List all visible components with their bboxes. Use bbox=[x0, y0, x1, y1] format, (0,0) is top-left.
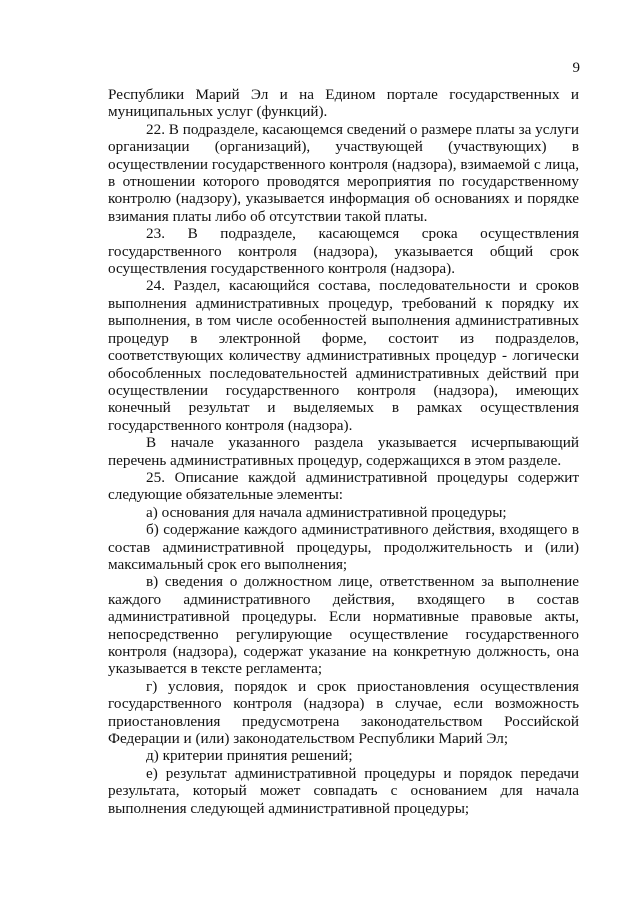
list-item-d: д) критерии принятия решений; bbox=[146, 747, 353, 765]
paragraph-item-22: 22. В подразделе, касающемся сведений о размере платы за услуги организации (организаций), участвующей (участвующих) в осуществлении государственного контроля (надзора), взимаемой с лица, в отношении которого проводятся мероприятия по государственному контролю (надзору), указывается информация об основаниях и порядке взимания платы либо об отсутствии такой платы. bbox=[108, 120, 579, 225]
paragraph-item-24: 24. Раздел, касающийся состава, последовательности и сроков выполнения административных процедур, требований к порядку их выполнения, в том числе особенностей выполнения административных процедур в электронной форме, состоит из подразделов, соответствующих количеству административных процедур - логически обособленных последовательностей административных действий при осуществлении государственного контроля (надзора), имеющих конечный результат и выделяемых в рамках осуществления государственного контроля (надзора). bbox=[108, 277, 579, 434]
list-item-a: а) основания для начала административной процедуры; bbox=[146, 503, 507, 521]
page-number: 9 bbox=[572, 60, 580, 76]
paragraph-item-23: 23. В подразделе, касающемся срока осуществления государственного контроля (надзора), указывается общий срок осуществления государственного контроля (надзора). bbox=[108, 225, 579, 278]
paragraph-section-intro: В начале указанного раздела указывается исчерпывающий перечень административных процедур, содержащихся в этом разделе. bbox=[108, 434, 579, 469]
list-item-g: г) условия, порядок и срок приостановления осуществления государственного контроля (надзора) в случае, если возможность приостановления предусмотрена законодательством Российской Федерации и (или) законодательством Республики Марий Эл; bbox=[108, 677, 579, 748]
body-text bbox=[108, 86, 579, 817]
paragraph-continuation: Республики Марий Эл и на Едином портале государственных и муниципальных услуг (функций). bbox=[108, 86, 579, 121]
list-item-b: б) содержание каждого административного действия, входящего в состав административной процедуры, продолжительность и (или) максимальный срок его выполнения; bbox=[108, 521, 579, 573]
list-item-e: е) результат административной процедуры и порядок передачи результата, который может совпадать с основанием для начала выполнения следующей административной процедуры; bbox=[108, 764, 579, 817]
list-item-v: в) сведения о должностном лице, ответственном за выполнение каждого административного действия, входящего в состав административной процедуры. Если нормативные правовые акты, непосредственно регулирующие осуществление государственного контроля (надзора), содержат указание на конкретную должность, она указывается в тексте регламента; bbox=[108, 573, 579, 678]
paragraph-item-25: 25. Описание каждой административной процедуры содержит следующие обязательные элементы: bbox=[108, 468, 579, 504]
